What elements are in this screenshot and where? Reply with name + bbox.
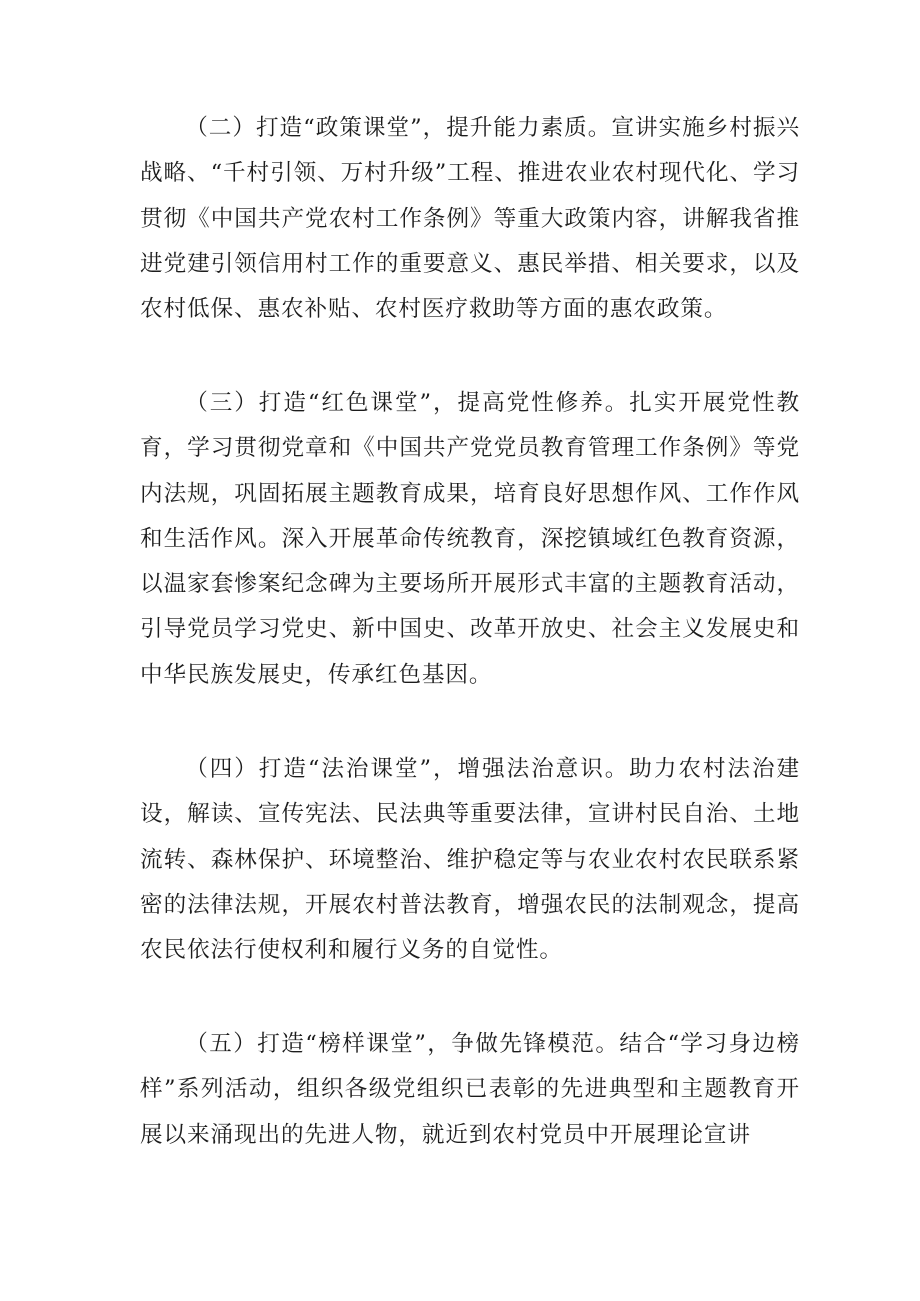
paragraph-rule-of-law-classroom: （四）打造“法治课堂”，增强法治意识。助力农村法治建设，解读、宣传宪法、民法典等重要法律，宣讲村民自治、土地流转、森林保护、环境整治、维护稳定等与农业农村农民联系紧密的法律法规，开展农村普法教育，增强农民的法制观念，提高农民依法行使权利和履行义务的自觉性。: [140, 756, 800, 964]
paragraph-policy-classroom: （二）打造“政策课堂”，提升能力素质。宣讲实施乡村振兴战略、“千村引领、万村升级”工程、推进农业农村现代化、学习贯彻《中国共产党农村工作条例》等重大政策内容，讲解我省推进党建引领信用村工作的重要意义、惠民举措、相关要求，以及农村低保、惠农补贴、农村医疗救助等方面的惠农政策。: [140, 115, 800, 323]
paragraph-role-model-classroom: （五）打造“榜样课堂”，争做先锋模范。结合“学习身边榜样”系列活动，组织各级党组织已表彰的先进典型和主题教育开展以来涌现出的先进人物，就近到农村党员中开展理论宣讲: [140, 1031, 800, 1148]
paragraph-red-classroom: （三）打造“红色课堂”，提高党性修养。扎实开展党性教育，学习贯彻党章和《中国共产党党员教育管理工作条例》等党内法规，巩固拓展主题教育成果，培育良好思想作风、工作作风和生活作风。深入开展革命传统教育，深挖镇域红色教育资源，以温家套惨案纪念碑为主要场所开展形式丰富的主题教育活动，引导党员学习党史、新中国史、改革开放史、社会主义发展史和中华民族发展史，传承红色基因。: [140, 390, 800, 688]
